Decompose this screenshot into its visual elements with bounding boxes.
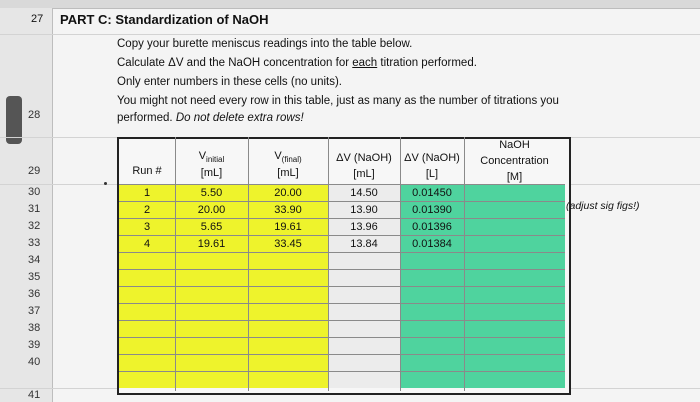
header-dv-ml-unit: [mL]: [353, 168, 375, 180]
row-number: 35: [28, 271, 41, 283]
cell-dv-l[interactable]: 0.01384: [412, 238, 452, 250]
instruction-line: [117, 57, 477, 69]
cell-vfinal[interactable]: 33.45: [274, 238, 302, 250]
grid-line: [119, 337, 565, 338]
instruction-emphasis: each: [352, 57, 378, 69]
row-number: 27: [31, 13, 44, 25]
header-vfinal: [248, 150, 328, 164]
cell-marker: [104, 182, 107, 185]
instruction-line: Only enter numbers in these cells (no units).: [117, 76, 342, 88]
header-concentration: NaOH: [499, 139, 530, 151]
row-number: 36: [28, 288, 41, 300]
cell-run[interactable]: 1: [143, 187, 151, 199]
instruction-text: titration performed.: [377, 57, 477, 69]
header-subscript: (final): [281, 155, 302, 165]
row-number: 39: [28, 339, 41, 351]
instruction-line: You might not need every row in this table, just as many as the number of titrations you: [117, 95, 559, 107]
cell-vinitial[interactable]: 19.61: [197, 238, 226, 250]
instruction-line: Copy your burette meniscus readings into the table below.: [117, 38, 413, 50]
grid-line: [119, 354, 565, 355]
row-number: 37: [28, 305, 41, 317]
header-subscript: initial: [206, 155, 225, 165]
grid-line: [119, 252, 565, 253]
cell-vinitial[interactable]: 20.00: [197, 204, 226, 216]
cell-dv-ml[interactable]: 14.50: [350, 187, 378, 199]
header-vinitial: [175, 150, 248, 164]
grid-line: [119, 269, 565, 270]
header-concentration-unit: [M]: [506, 171, 523, 183]
cell-dv-l[interactable]: 0.01396: [412, 221, 452, 233]
cell-dv-l[interactable]: 0.01450: [412, 187, 452, 199]
row-number: 33: [28, 237, 41, 249]
sig-figs-note: (adjust sig figs!): [566, 200, 640, 212]
row-number: 40: [28, 356, 41, 368]
row-number: 34: [28, 254, 41, 266]
cell-dv-ml[interactable]: 13.96: [350, 221, 378, 233]
row-number: 31: [28, 203, 41, 215]
header-dv-l: ΔV (NaOH): [404, 152, 460, 164]
row-number: 28: [28, 109, 41, 121]
header-text: V: [198, 150, 207, 162]
cell-vinitial[interactable]: 5.50: [200, 187, 223, 199]
header-text: V: [274, 150, 282, 162]
cell-run[interactable]: 4: [143, 238, 151, 250]
row-number: 32: [28, 220, 41, 232]
grid-line: [119, 320, 565, 321]
grid-line: [119, 286, 565, 287]
cell-vfinal[interactable]: 33.90: [274, 204, 302, 216]
grid-line: [119, 218, 565, 219]
header-concentration: Concentration: [480, 155, 549, 167]
cell-dv-ml[interactable]: 13.84: [350, 238, 378, 250]
header-run: Run #: [132, 165, 162, 177]
cell-run[interactable]: 3: [143, 221, 151, 233]
instruction-text: performed.: [117, 112, 176, 124]
grid-line: [119, 303, 565, 304]
section-title: [31, 12, 269, 27]
instruction-emphasis: Do not delete extra rows!: [175, 112, 304, 124]
header-dv-l-unit: [L]: [425, 168, 439, 180]
header-vinitial-unit: [mL]: [200, 167, 223, 179]
instruction-text: Calculate ΔV and the NaOH concentration for: [117, 57, 353, 69]
grid-line: [119, 235, 565, 236]
row-number: 41: [28, 389, 41, 401]
cell-dv-ml[interactable]: 13.90: [350, 204, 378, 216]
cell-dv-l[interactable]: 0.01390: [412, 204, 452, 216]
header-vfinal-unit: [mL]: [277, 167, 299, 179]
top-edge: [0, 0, 700, 9]
grid-line: [0, 34, 700, 35]
cell-run[interactable]: 2: [143, 204, 151, 216]
cell-vfinal[interactable]: 20.00: [274, 187, 302, 199]
header-dv-ml: ΔV (NaOH): [336, 152, 392, 164]
grid-line: [119, 201, 565, 202]
grid-line: [119, 371, 565, 372]
row-number: 30: [28, 186, 41, 198]
section-title-text: PART C: Standardization of NaOH: [60, 12, 269, 27]
cell-vfinal[interactable]: 19.61: [274, 221, 302, 233]
row-number: 38: [28, 322, 41, 334]
instruction-line: [117, 112, 304, 124]
grid-line: [119, 184, 565, 185]
row-number: 29: [28, 165, 41, 177]
cell-vinitial[interactable]: 5.65: [200, 221, 223, 233]
